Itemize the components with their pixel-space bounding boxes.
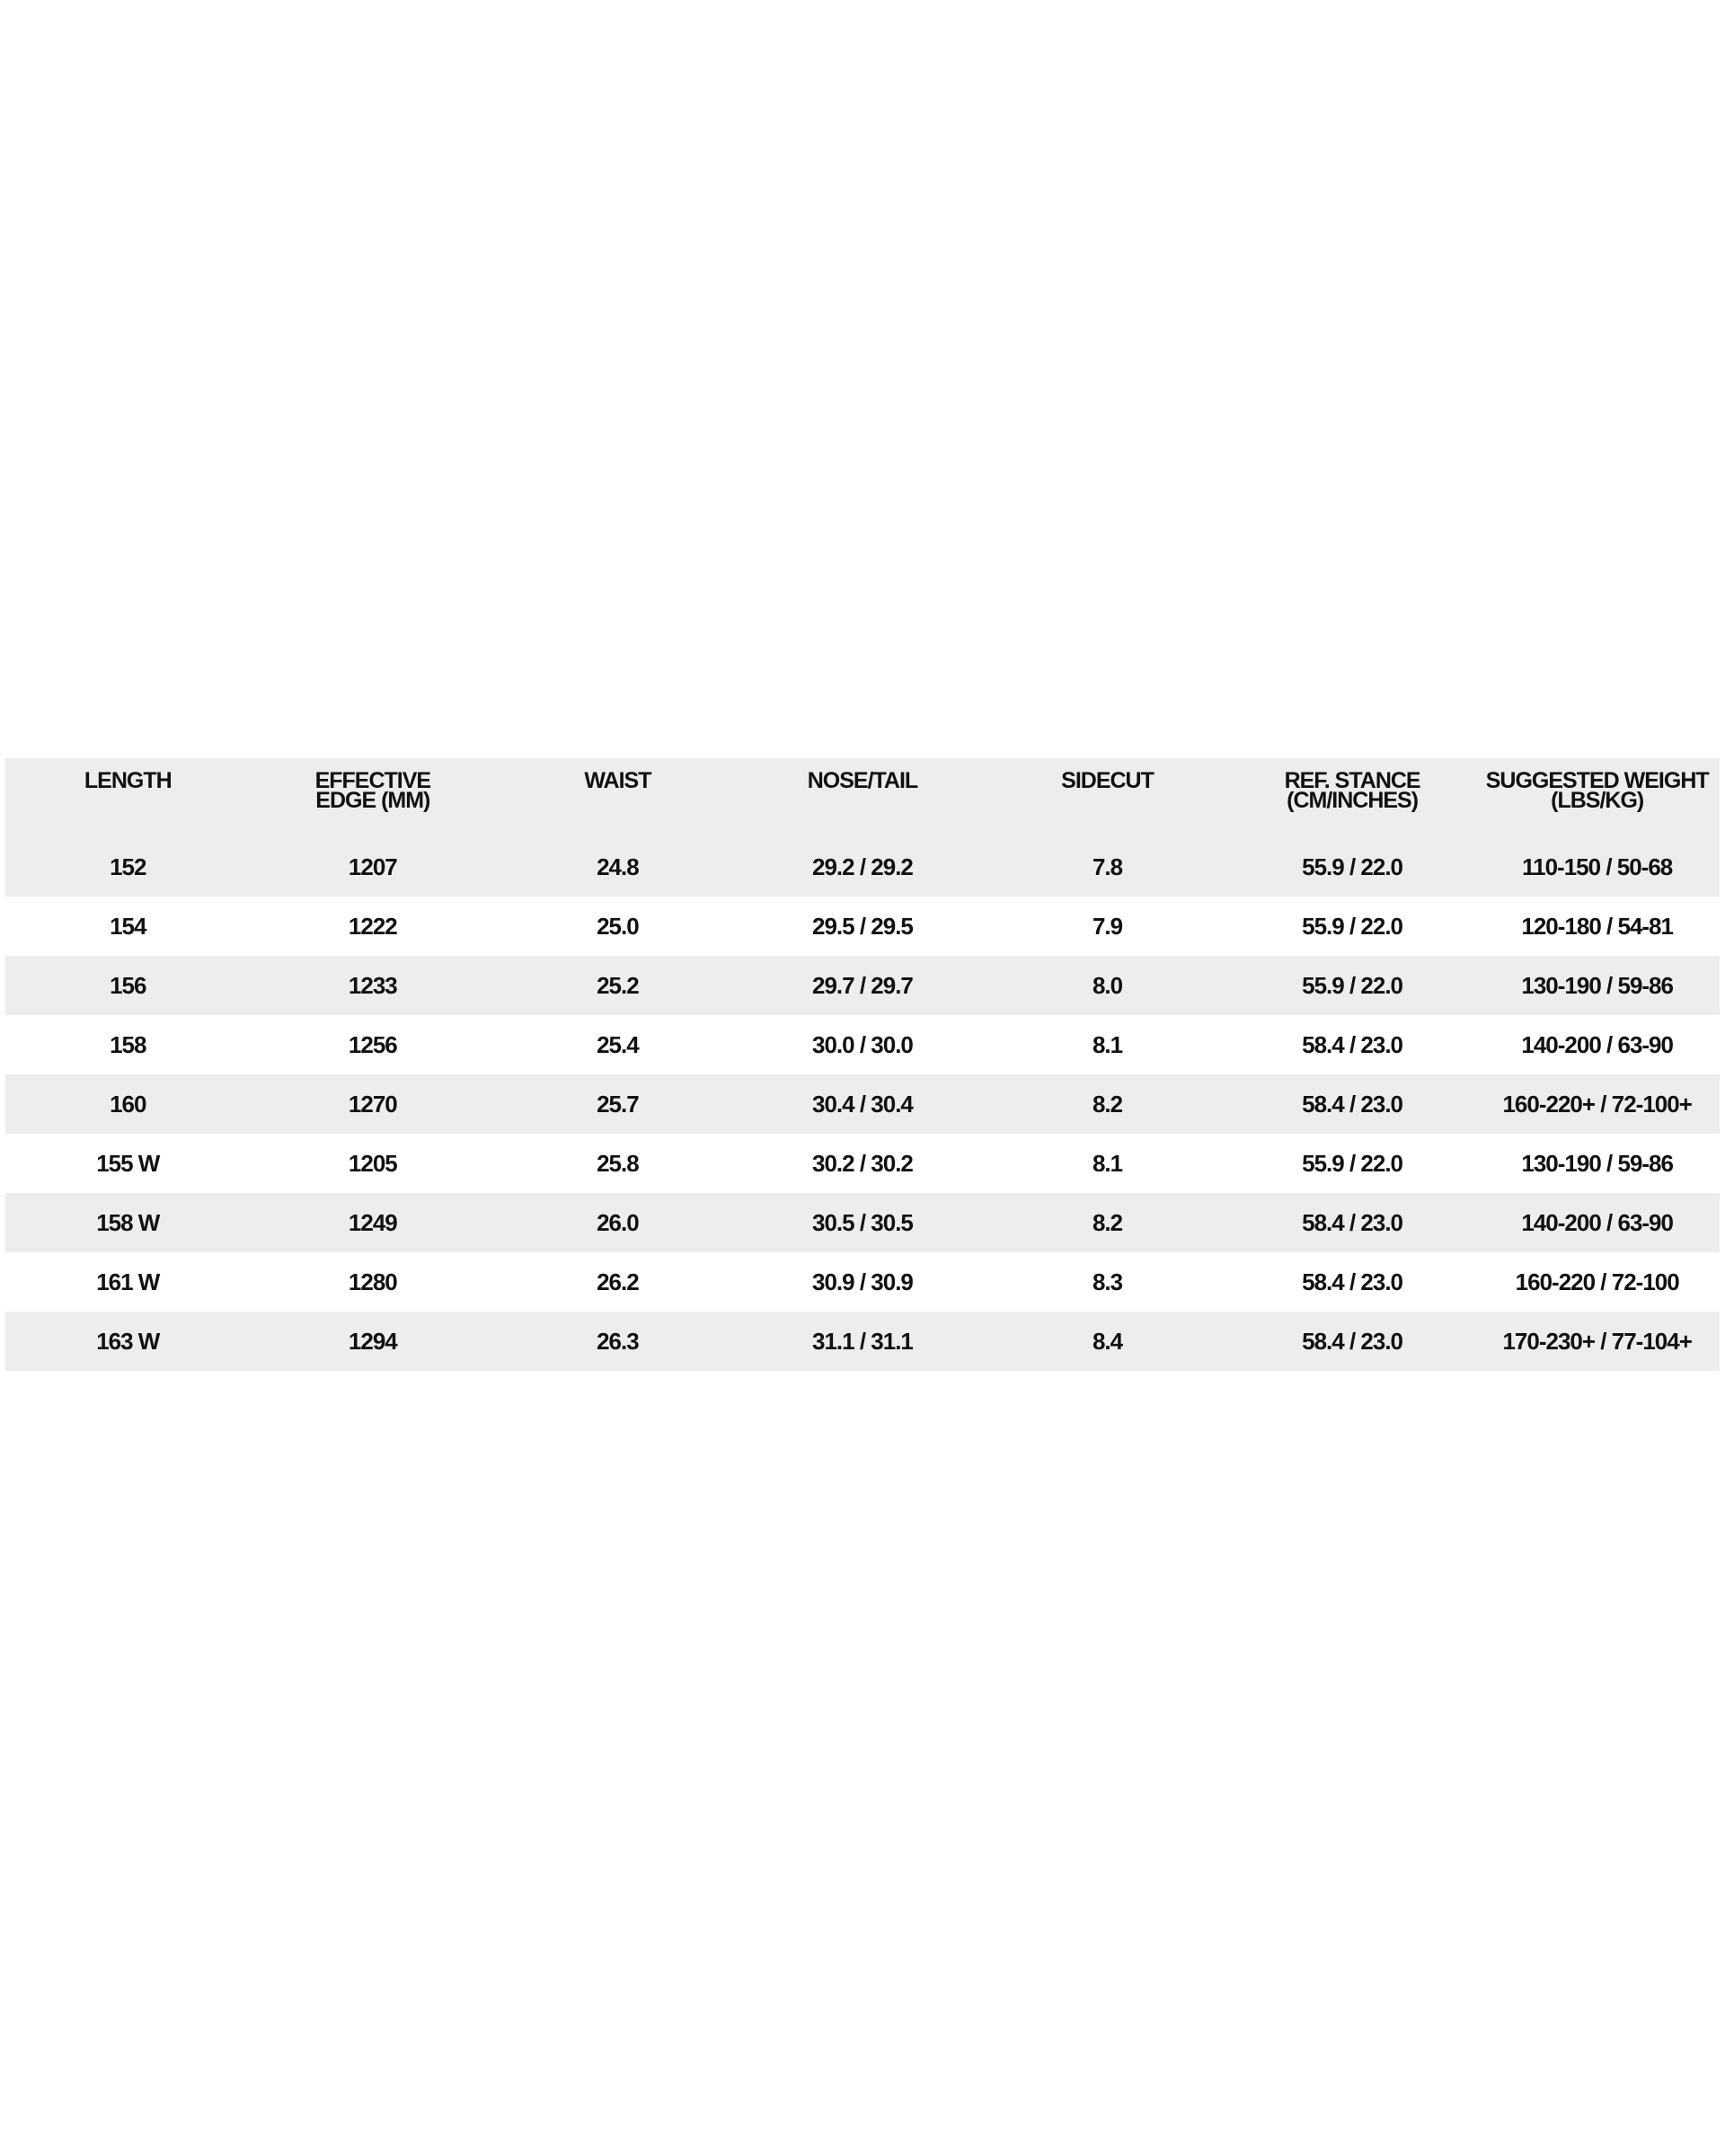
cell-sidecut: 7.9 [985,897,1230,956]
cell-sidecut: 8.3 [985,1252,1230,1312]
cell-ref-stance: 55.9 / 22.0 [1230,897,1475,956]
cell-suggested-weight: 170-230+ / 77-104+ [1474,1312,1720,1371]
column-header-nose-tail: NOSE/TAIL [740,758,986,837]
table-row [5,897,1720,956]
cell-waist: 26.0 [495,1193,740,1252]
cell-length: 158 [5,1015,251,1074]
cell-effective-edge: 1249 [251,1193,496,1252]
size-chart-table [5,758,1720,1371]
cell-suggested-weight: 160-220 / 72-100 [1474,1252,1720,1312]
cell-suggested-weight: 130-190 / 59-86 [1474,1134,1720,1193]
cell-waist: 25.8 [495,1134,740,1193]
cell-length: 158 W [5,1193,251,1252]
cell-nose-tail: 31.1 / 31.1 [740,1312,986,1371]
cell-ref-stance: 55.9 / 22.0 [1230,956,1475,1015]
table-header-row [5,758,1720,837]
cell-nose-tail: 29.5 / 29.5 [740,897,986,956]
cell-effective-edge: 1294 [251,1312,496,1371]
cell-ref-stance: 58.4 / 23.0 [1230,1074,1475,1134]
cell-waist: 25.4 [495,1015,740,1074]
cell-sidecut: 8.0 [985,956,1230,1015]
table-row [5,1252,1720,1312]
column-header-ref-stance: REF. STANCE (CM/INCHES) [1230,758,1475,837]
cell-length: 152 [5,837,251,897]
cell-waist: 25.0 [495,897,740,956]
cell-suggested-weight: 120-180 / 54-81 [1474,897,1720,956]
cell-effective-edge: 1222 [251,897,496,956]
cell-waist: 24.8 [495,837,740,897]
cell-ref-stance: 55.9 / 22.0 [1230,837,1475,897]
cell-length: 156 [5,956,251,1015]
cell-length: 163 W [5,1312,251,1371]
column-header-waist: WAIST [495,758,740,837]
cell-sidecut: 8.2 [985,1074,1230,1134]
cell-ref-stance: 55.9 / 22.0 [1230,1134,1475,1193]
cell-sidecut: 7.8 [985,837,1230,897]
cell-effective-edge: 1205 [251,1134,496,1193]
cell-nose-tail: 30.5 / 30.5 [740,1193,986,1252]
cell-effective-edge: 1233 [251,956,496,1015]
cell-suggested-weight: 110-150 / 50-68 [1474,837,1720,897]
cell-ref-stance: 58.4 / 23.0 [1230,1252,1475,1312]
cell-ref-stance: 58.4 / 23.0 [1230,1193,1475,1252]
column-header-effective-edge: EFFECTIVE EDGE (MM) [251,758,496,837]
cell-length: 161 W [5,1252,251,1312]
cell-nose-tail: 30.4 / 30.4 [740,1074,986,1134]
cell-ref-stance: 58.4 / 23.0 [1230,1015,1475,1074]
cell-length: 154 [5,897,251,956]
cell-effective-edge: 1280 [251,1252,496,1312]
table-row [5,1312,1720,1371]
cell-suggested-weight: 140-200 / 63-90 [1474,1193,1720,1252]
column-header-length: LENGTH [5,758,251,837]
column-header-suggested-weight: SUGGESTED WEIGHT (LBS/KG) [1474,758,1720,837]
cell-waist: 25.2 [495,956,740,1015]
table-row [5,1015,1720,1074]
cell-sidecut: 8.1 [985,1015,1230,1074]
table-row [5,1134,1720,1193]
cell-nose-tail: 30.0 / 30.0 [740,1015,986,1074]
cell-suggested-weight: 130-190 / 59-86 [1474,956,1720,1015]
table-row [5,1074,1720,1134]
cell-nose-tail: 30.9 / 30.9 [740,1252,986,1312]
column-header-sidecut: SIDECUT [985,758,1230,837]
cell-length: 160 [5,1074,251,1134]
cell-effective-edge: 1207 [251,837,496,897]
cell-effective-edge: 1256 [251,1015,496,1074]
cell-length: 155 W [5,1134,251,1193]
cell-suggested-weight: 140-200 / 63-90 [1474,1015,1720,1074]
cell-waist: 26.3 [495,1312,740,1371]
cell-sidecut: 8.2 [985,1193,1230,1252]
table-row [5,956,1720,1015]
table-body [5,837,1720,1371]
cell-sidecut: 8.1 [985,1134,1230,1193]
table-row [5,1193,1720,1252]
cell-nose-tail: 30.2 / 30.2 [740,1134,986,1193]
cell-effective-edge: 1270 [251,1074,496,1134]
cell-ref-stance: 58.4 / 23.0 [1230,1312,1475,1371]
cell-suggested-weight: 160-220+ / 72-100+ [1474,1074,1720,1134]
cell-waist: 25.7 [495,1074,740,1134]
cell-sidecut: 8.4 [985,1312,1230,1371]
table-row [5,837,1720,897]
cell-nose-tail: 29.2 / 29.2 [740,837,986,897]
cell-nose-tail: 29.7 / 29.7 [740,956,986,1015]
cell-waist: 26.2 [495,1252,740,1312]
